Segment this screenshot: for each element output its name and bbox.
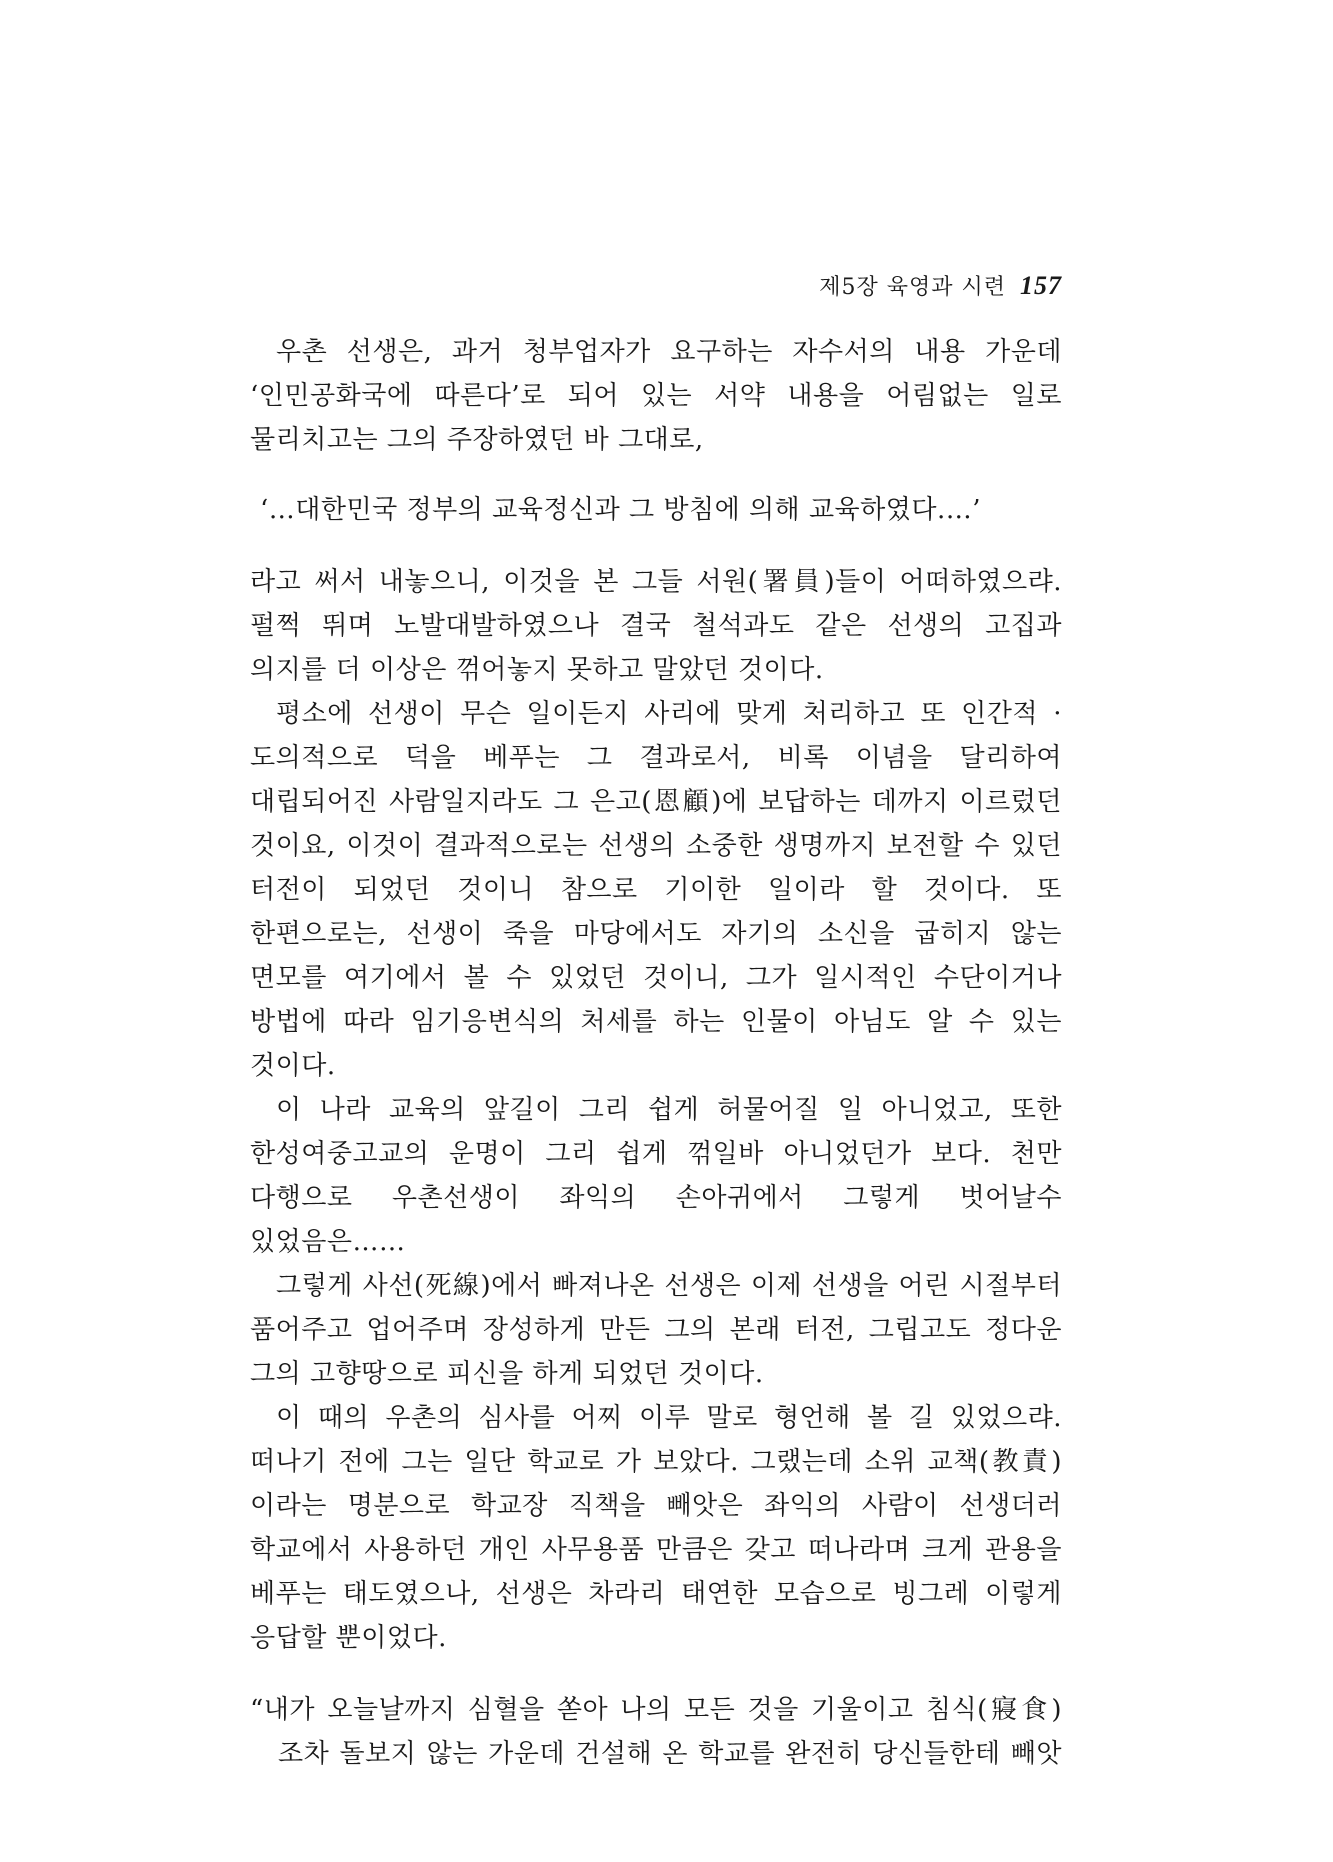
paragraph-6: 이 때의 우촌의 심사를 어찌 이루 말로 형언해 볼 길 있었으랴. 떠나기 전에 그는 일단 학교로 가 보았다. 그랬는데 소위 교책(教責)이라는 명분으로 학교장 직책을 빼앗은 좌익의 사람이 선생더러 학교에서 사용하던 개인 사무용품 만큼은 갖고 떠나라며 크게 관용을 베푸는 태도였으나, 선생은 차라리 태연한 모습으로 빙그레 이렇게 응답할 뿐이었다.	[250, 1403, 1062, 1653]
chapter-title: 제5장 육영과 시련	[819, 275, 1006, 300]
paragraph-2: 라고 써서 내놓으니, 이것을 본 그들 서원(署員)들이 어떠하였으랴. 펄쩍 뛰며 노발대발하였으나 결국 철석과도 같은 선생의 고집과 의지를 더 이상은 꺾어놓지 못하고 말았던 것이다.	[250, 567, 1062, 685]
running-header	[250, 270, 1062, 301]
paragraph-3: 평소에 선생이 무슨 일이든지 사리에 맞게 처리하고 또 인간적 · 도의적으로 덕을 베푸는 그 결과로서, 비록 이념을 달리하여 대립되어진 사람일지라도 그 은고(恩顧)에 보답하는 데까지 이르렀던 것이요, 이것이 결과적으로는 선생의 소중한 생명까지 보전할 수 있던 터전이 되었던 것이니 참으로 기이한 일이라 할 것이다. 또 한편으로는, 선생이 죽을 마당에서도 자기의 소신을 굽히지 않는 면모를 여기에서 볼 수 있었던 것이니, 그가 일시적인 수단이거나 방법에 따라 임기응변식의 처세를 하는 인물이 아님도 알 수 있는 것이다.	[250, 699, 1062, 1081]
block-quote-1: ‘…대한민국 정부의 교육정신과 그 방침에 의해 교육하였다.…’	[260, 495, 982, 525]
quote-2-line-2: 조차 돌보지 않는 가운데 건설해 온 학교를 완전히 당신들한테 빼앗	[278, 1739, 1062, 1769]
paragraph-5: 그렇게 사선(死線)에서 빠져나온 선생은 이제 선생을 어린 시절부터 품어주고 업어주며 장성하게 만든 그의 본래 터전, 그립고도 정다운 그의 고향땅으로 피신을 하게 되었던 것이다.	[250, 1271, 1062, 1389]
body-text	[250, 330, 1062, 1776]
block-quote-2	[250, 1688, 1062, 1776]
quote-2-line-1: “내가 오늘날까지 심혈을 쏟아 나의 모든 것을 기울이고 침식(寢食)	[250, 1695, 1062, 1725]
paragraph-1: 우촌 선생은, 과거 청부업자가 요구하는 자수서의 내용 가운데 ‘인민공화국에 따른다’로 되어 있는 서약 내용을 어림없는 일로 물리치고는 그의 주장하였던 바 그대로,	[250, 337, 1062, 455]
page-number: 157	[1020, 271, 1062, 300]
paragraph-4: 이 나라 교육의 앞길이 그리 쉽게 허물어질 일 아니었고, 또한 한성여중고교의 운명이 그리 쉽게 꺾일바 아니었던가 보다. 천만 다행으로 우촌선생이 좌익의 손아귀에서 그렇게 벗어날수 있었음은……	[250, 1095, 1062, 1257]
